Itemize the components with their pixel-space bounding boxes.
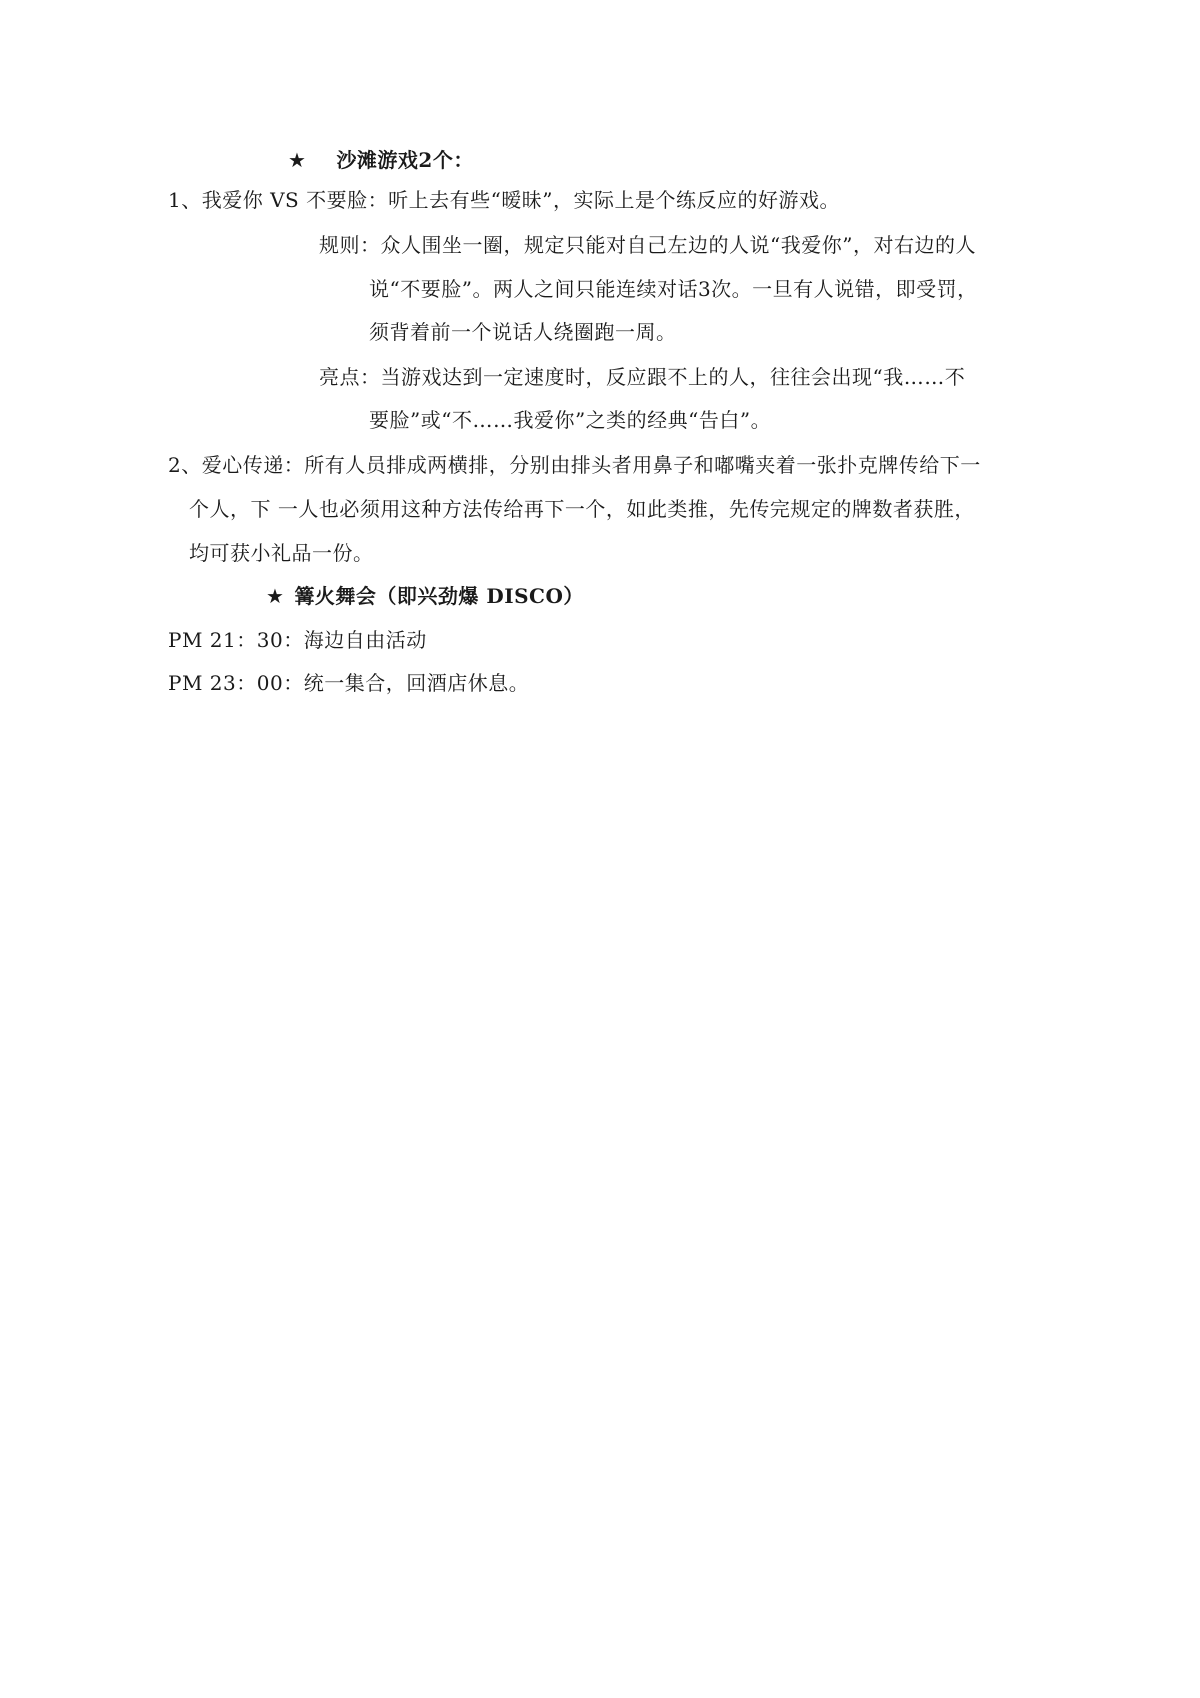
game1-rules-line-2: 说“不要脸”。两人之间只能连续对话3次。一旦有人说错，即受罚， — [369, 277, 978, 301]
game2-line-3: 均可获小礼品一份。 — [189, 541, 374, 565]
star-icon: ★ — [266, 584, 285, 608]
section-heading-text: 沙滩游戏2个： — [336, 148, 474, 172]
section-heading-text: 篝火舞会（即兴劲爆 DISCO） — [294, 584, 584, 608]
game1-intro: 1、我爱你 VS 不要脸：听上去有些“暧昧”，实际上是个练反应的好游戏。 — [168, 188, 841, 212]
game2-line-2: 个人，下 一人也必须用这种方法传给再下一个，如此类推，先传完规定的牌数者获胜， — [189, 497, 975, 521]
section-heading-bonfire — [266, 583, 584, 609]
game1-highlight-line-1: 亮点：当游戏达到一定速度时，反应跟不上的人，往往会出现“我……不 — [319, 365, 966, 389]
game1-rules-line-3: 须背着前一个说话人绕圈跑一周。 — [369, 320, 677, 344]
section-heading-beach-games — [288, 147, 474, 173]
star-icon: ★ — [288, 148, 307, 172]
schedule-item: PM 23：00：统一集合，回酒店休息。 — [168, 671, 530, 695]
game2-line-1: 2、爱心传递：所有人员排成两横排，分别由排头者用鼻子和嘟嘴夹着一张扑克牌传给下一 — [168, 453, 981, 477]
schedule-item: PM 21：30：海边自由活动 — [168, 628, 427, 652]
game1-highlight-line-2: 要脸”或“不……我爱你”之类的经典“告白”。 — [369, 408, 772, 432]
game1-rules-line-1: 规则：众人围坐一圈，规定只能对自己左边的人说“我爱你”，对右边的人 — [319, 233, 976, 257]
